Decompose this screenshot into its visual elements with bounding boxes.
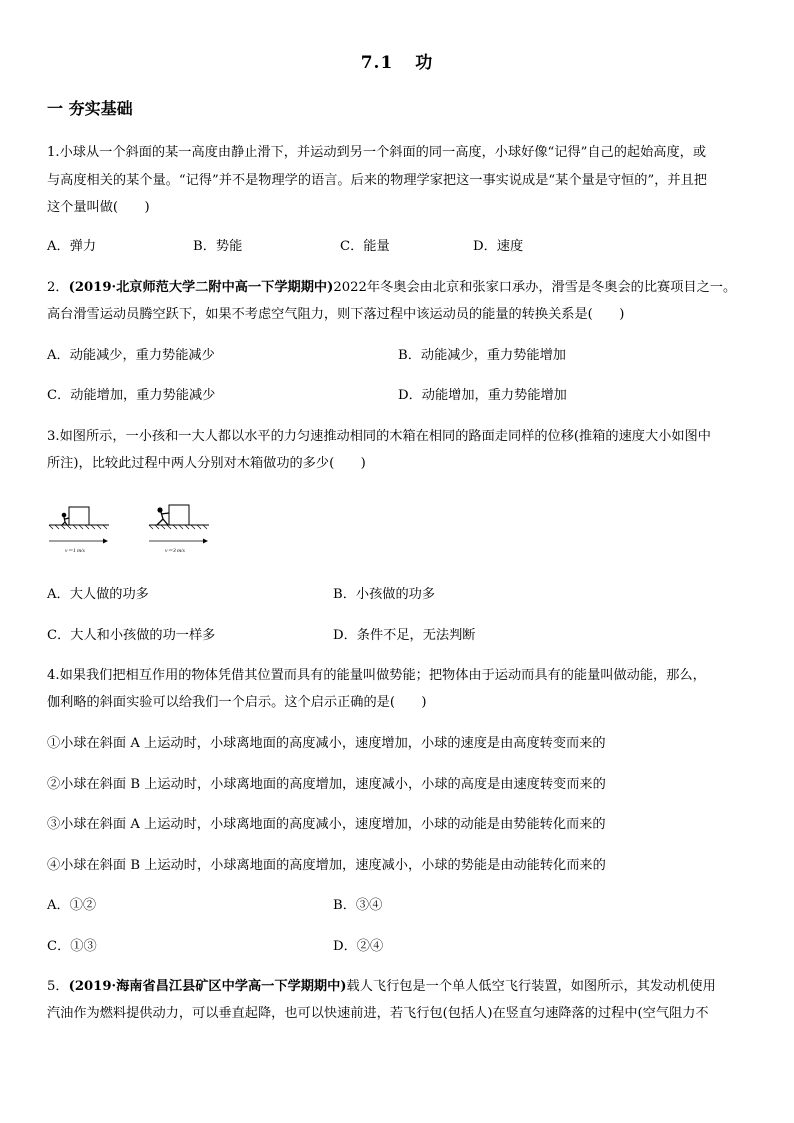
q2-option-a: A．动能减少，重力势能减少 xyxy=(47,348,215,363)
q3-option-b: B．小孩做的功多 xyxy=(333,587,436,602)
q2-line-1-rest: 2022年冬奥会由北京和张家口承办，滑雪是冬奥会的比赛项目之一。 xyxy=(333,280,737,295)
q4-option-d: D．②④ xyxy=(333,939,384,954)
q2-option-c: C．动能增加，重力势能减少 xyxy=(47,388,216,403)
q3-option-c: C．大人和小孩做的功一样多 xyxy=(47,628,216,643)
q5-line-2: 汽油作为燃料提供动力，可以垂直起降，也可以快速前进，若飞行包(包括人)在竖直匀速降落的过程中(空气阻力不 xyxy=(47,1006,709,1021)
q4-statement-4: ④小球在斜面 B 上运动时，小球离地面的高度增加，速度减小，小球的势能是由动能转化而来的 xyxy=(47,858,606,873)
section-heading: 一 夯实基础 xyxy=(47,99,133,118)
q2-option-d: D．动能增加，重力势能增加 xyxy=(398,388,567,403)
title-number: 7.1 xyxy=(360,53,394,73)
scene-adult-pushing-box xyxy=(149,505,209,554)
q1-line-2: 与高度相关的某个量。“记得”并不是物理学的语言。后来的物理学家把这一事实说成是“某个量是守恒的”，并且把 xyxy=(47,173,707,188)
arrowhead-right xyxy=(203,539,208,544)
q4-line-1: 4.如果我们把相互作用的物体凭借其位置而具有的能量叫做势能；把物体由于运动而具有的能量叫做动能，那么， xyxy=(47,668,706,683)
box-right xyxy=(169,505,189,525)
q3-line-1: 3.如图所示，一小孩和一大人都以水平的力匀速推动相同的木箱在相同的路面走同样的位移(推箱的速度大小如图中 xyxy=(47,429,711,444)
q1-option-b: B．势能 xyxy=(193,239,243,254)
q4-statement-1: ①小球在斜面 A 上运动时，小球离地面的高度减小，速度增加，小球的速度是由高度转变而来的 xyxy=(47,736,606,751)
q1-option-a: A．弹力 xyxy=(47,239,97,254)
q4-statement-2: ②小球在斜面 B 上运动时，小球离地面的高度增加，速度减小，小球的高度是由速度转变而来的 xyxy=(47,777,606,792)
ground-hatch-right xyxy=(149,525,207,529)
q5-line-1-rest: 载人飞行包是一个单人低空飞行装置，如图所示，其发动机使用 xyxy=(346,979,716,994)
q2-line-1 xyxy=(47,278,736,298)
child-body xyxy=(62,517,69,525)
ground-hatch-left xyxy=(49,525,107,529)
q2-number: 2． xyxy=(47,280,69,295)
q1-line-1: 1.小球从一个斜面的某一高度由静止滑下，并运动到另一个斜面的同一高度，小球好像“记得”自己的起始高度，或 xyxy=(47,145,707,160)
q3-option-d: D．条件不足，无法判断 xyxy=(333,628,476,643)
q4-statement-3: ③小球在斜面 A 上运动时，小球离地面的高度减小，速度增加，小球的动能是由势能转化而来的 xyxy=(47,817,606,832)
q4-option-a: A．①② xyxy=(47,898,97,913)
page-title xyxy=(0,48,794,73)
adult-head xyxy=(157,507,162,512)
q1-option-d: D．速度 xyxy=(473,239,524,254)
q3-option-a: A．大人做的功多 xyxy=(47,587,149,602)
q3-line-2: 所注)，比较此过程中两人分别对木箱做功的多少( ) xyxy=(47,456,366,471)
title-text: 功 xyxy=(415,53,434,73)
q3-figure xyxy=(47,495,227,555)
q4-option-c: C．①③ xyxy=(47,939,97,954)
adult-body xyxy=(157,512,169,525)
q1-line-3: 这个量叫做( ) xyxy=(47,200,150,215)
velocity-label-left: v＝1 m/s xyxy=(65,548,85,554)
arrowhead-left xyxy=(103,539,108,544)
scene-child-pushing-box xyxy=(49,507,109,554)
q2-line-2: 高台滑雪运动员腾空跃下，如果不考虑空气阻力，则下落过程中该运动员的能量的转换关系是( ) xyxy=(47,307,625,322)
box-left xyxy=(69,507,89,525)
child-head xyxy=(62,513,67,518)
velocity-label-right: v＝3 m/s xyxy=(165,548,185,554)
q5-source: (2019·海南省昌江县矿区中学高一下学期期中) xyxy=(68,979,347,994)
q5-number: 5． xyxy=(47,979,69,994)
q1-option-c: C．能量 xyxy=(340,239,390,254)
q5-line-1 xyxy=(47,977,716,997)
q4-line-2: 伽利略的斜面实验可以给我们一个启示。这个启示正确的是( ) xyxy=(47,695,427,710)
q4-option-b: B．③④ xyxy=(333,898,383,913)
q2-option-b: B．动能减少，重力势能增加 xyxy=(398,348,566,363)
q2-source: (2019·北京师范大学二附中高一下学期期中) xyxy=(68,280,334,295)
